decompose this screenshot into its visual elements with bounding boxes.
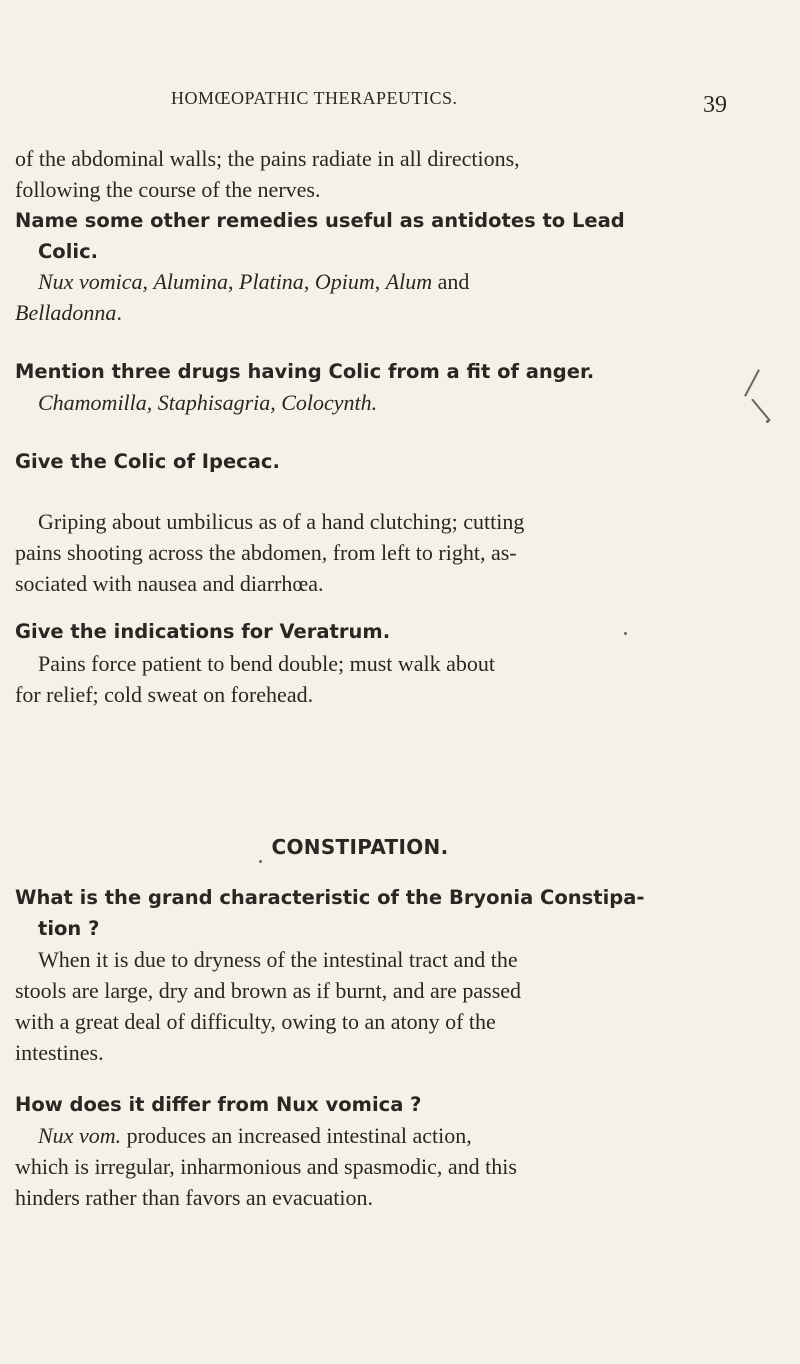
question-line: Give the indications for Veratrum.	[15, 620, 391, 643]
answer-line	[15, 1120, 705, 1151]
question-line: Name some other remedies useful as antidotes to Lead	[15, 209, 625, 232]
separator: ,	[374, 269, 386, 294]
question-line: What is the grand characteristic of the Bryonia Constipa-	[15, 886, 645, 909]
answer-line: pains shooting across the abdomen, from left to right, as-	[15, 540, 517, 565]
question-line: Mention three drugs having Colic from a fit of anger.	[15, 360, 595, 383]
answer-lead-colic-antidotes	[15, 266, 705, 328]
margin-mark	[259, 860, 262, 863]
answer-line: stools are large, dry and brown as if burnt, and are passed	[15, 978, 522, 1003]
question-differ-nux-vomica	[15, 1089, 705, 1120]
answer-line: hinders rather than favors an evacuation.	[15, 1185, 373, 1210]
question-line: How does it differ from Nux vomica ?	[15, 1093, 422, 1116]
answer-line	[15, 297, 705, 328]
question-line: Give the Colic of Ipecac.	[15, 450, 280, 473]
remedy-name: Alum	[385, 269, 433, 294]
remedy-name: Nux vomica	[38, 269, 143, 294]
conjunction: and	[432, 269, 470, 294]
margin-mark	[624, 632, 627, 635]
section-heading: CONSTIPATION.	[271, 835, 449, 859]
remedy-name: Alumina	[153, 269, 229, 294]
separator: ,	[228, 269, 240, 294]
question-veratrum	[15, 616, 705, 647]
answer-line: intestines.	[15, 1040, 104, 1065]
page-number: 39	[703, 92, 727, 118]
remedy-name: Nux vom.	[38, 1123, 122, 1148]
answer-veratrum	[15, 648, 705, 710]
answer-line: with a great deal of difficulty, owing to an atony of the	[15, 1009, 496, 1034]
question-line: tion ?	[38, 917, 100, 940]
answer-line: Pains force patient to bend double; must walk about	[38, 651, 496, 676]
continuation-paragraph	[15, 143, 705, 205]
question-colic-anger	[15, 356, 705, 387]
answer-line	[15, 266, 705, 297]
question-line: Colic.	[38, 240, 99, 263]
question-ipecac-colic	[15, 446, 705, 477]
answer-bryonia-constipation	[15, 944, 705, 1068]
answer-line: which is irregular, inharmonious and spasmodic, and this	[15, 1154, 517, 1179]
text-line: following the course of the nerves.	[15, 177, 321, 202]
running-head	[0, 86, 800, 126]
margin-mark	[744, 369, 760, 396]
margin-mark	[751, 399, 771, 422]
running-title: HOMŒOPATHIC THERAPEUTICS.	[171, 88, 458, 108]
answer-differ-nux-vomica	[15, 1120, 705, 1213]
answer-line: When it is due to dryness of the intestinal tract and the	[38, 947, 518, 972]
margin-mark	[766, 420, 769, 423]
question-bryonia-constipation	[15, 882, 705, 944]
answer-line: sociated with nausea and diarrhœa.	[15, 571, 324, 596]
remedy-name: Belladonna	[15, 300, 117, 325]
remedy-name: Platina	[239, 269, 304, 294]
separator: ,	[142, 269, 154, 294]
answer-line: for relief; cold sweat on forehead.	[15, 682, 314, 707]
text-line: of the abdominal walls; the pains radiate in all directions,	[15, 146, 520, 171]
punctuation: .	[116, 300, 122, 325]
question-lead-colic-antidotes	[15, 205, 705, 267]
remedy-name: Opium	[314, 269, 375, 294]
answer-line: Griping about umbilicus as of a hand clutching; cutting	[38, 509, 525, 534]
separator: ,	[303, 269, 315, 294]
answer-ipecac-colic	[15, 506, 705, 599]
answer-line: Chamomilla, Staphisagria, Colocynth.	[38, 390, 378, 415]
answer-colic-anger	[15, 387, 705, 418]
answer-text: produces an increased intestinal action,	[121, 1123, 472, 1148]
